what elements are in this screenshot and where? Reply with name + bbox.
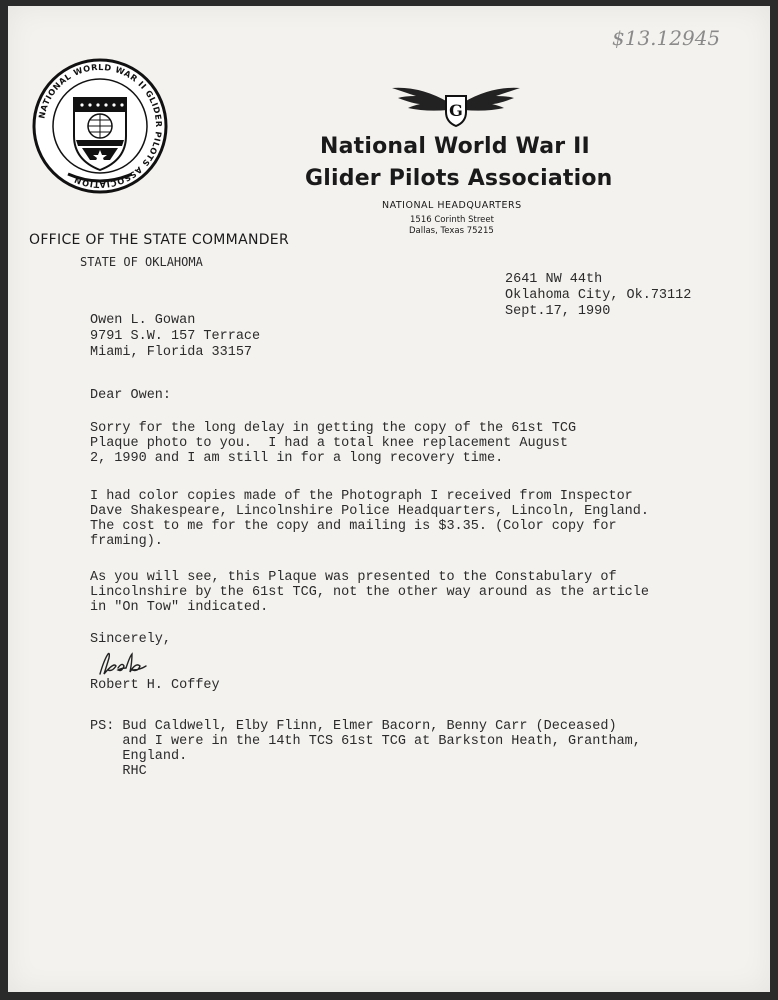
signatory-name: Robert H. Coffey [90, 678, 220, 693]
svg-text:NATIONAL WORLD WAR II GLIDER P: NATIONAL WORLD WAR II GLIDER PILOTS ASSOCIATION [36, 61, 165, 191]
sender-address [505, 272, 691, 320]
body-paragraph-3: As you will see, this Plaque was presented to the Constabulary of Lincolnshire by the 61st TCG, not the other way around as the article in "On Tow" indicated. [90, 570, 649, 615]
office-title: OFFICE OF THE STATE COMMANDER [29, 232, 289, 248]
recipient-name: Owen L. Gowan [90, 313, 196, 328]
recipient-street: 9791 S.W. 157 Terrace [90, 329, 261, 344]
glider-wings-emblem [390, 82, 522, 128]
letter-page [8, 6, 770, 992]
svg-text:G: G [449, 101, 463, 120]
closing: Sincerely, [90, 632, 172, 647]
body-paragraph-1: Sorry for the long delay in getting the copy of the 61st TCG Plaque photo to you. I had a total knee replacement August 2, 1990 and I am still in for a long recovery time. [90, 421, 577, 466]
office-state: STATE OF OKLAHOMA [80, 255, 203, 269]
org-name-line2: Glider Pilots Association [305, 166, 613, 191]
association-seal-logo [30, 56, 170, 196]
recipient-city: Miami, Florida 33157 [90, 345, 253, 360]
letter-date: Sept.17, 1990 [505, 304, 611, 319]
salutation: Dear Owen: [90, 388, 172, 403]
recipient-address [90, 313, 260, 361]
body-paragraph-2: I had color copies made of the Photograph I received from Inspector Dave Shakespeare, Lincolnshire Police Headquarters, Lincoln, England. The cost to me for the copy and mailing is $3.35. (Color copy for framing). [90, 489, 649, 549]
postscript: PS: Bud Caldwell, Elby Flinn, Elmer Bacorn, Benny Carr (Deceased) and I were in the 14th TCS 61st TCG at Barkston Heath, Grantham, England. RHC [90, 719, 641, 779]
hq-label: NATIONAL HEADQUARTERS [382, 200, 522, 211]
handwritten-signature [94, 650, 150, 678]
sender-street: 2641 NW 44th [505, 272, 603, 287]
hq-address-city: Dallas, Texas 75215 [409, 226, 494, 236]
handwritten-catalog-note: $13.12945 [612, 26, 721, 50]
hq-address-street: 1516 Corinth Street [410, 215, 494, 225]
sender-city: Oklahoma City, Ok.73112 [505, 288, 692, 303]
org-name-line1: National World War II [320, 134, 590, 159]
